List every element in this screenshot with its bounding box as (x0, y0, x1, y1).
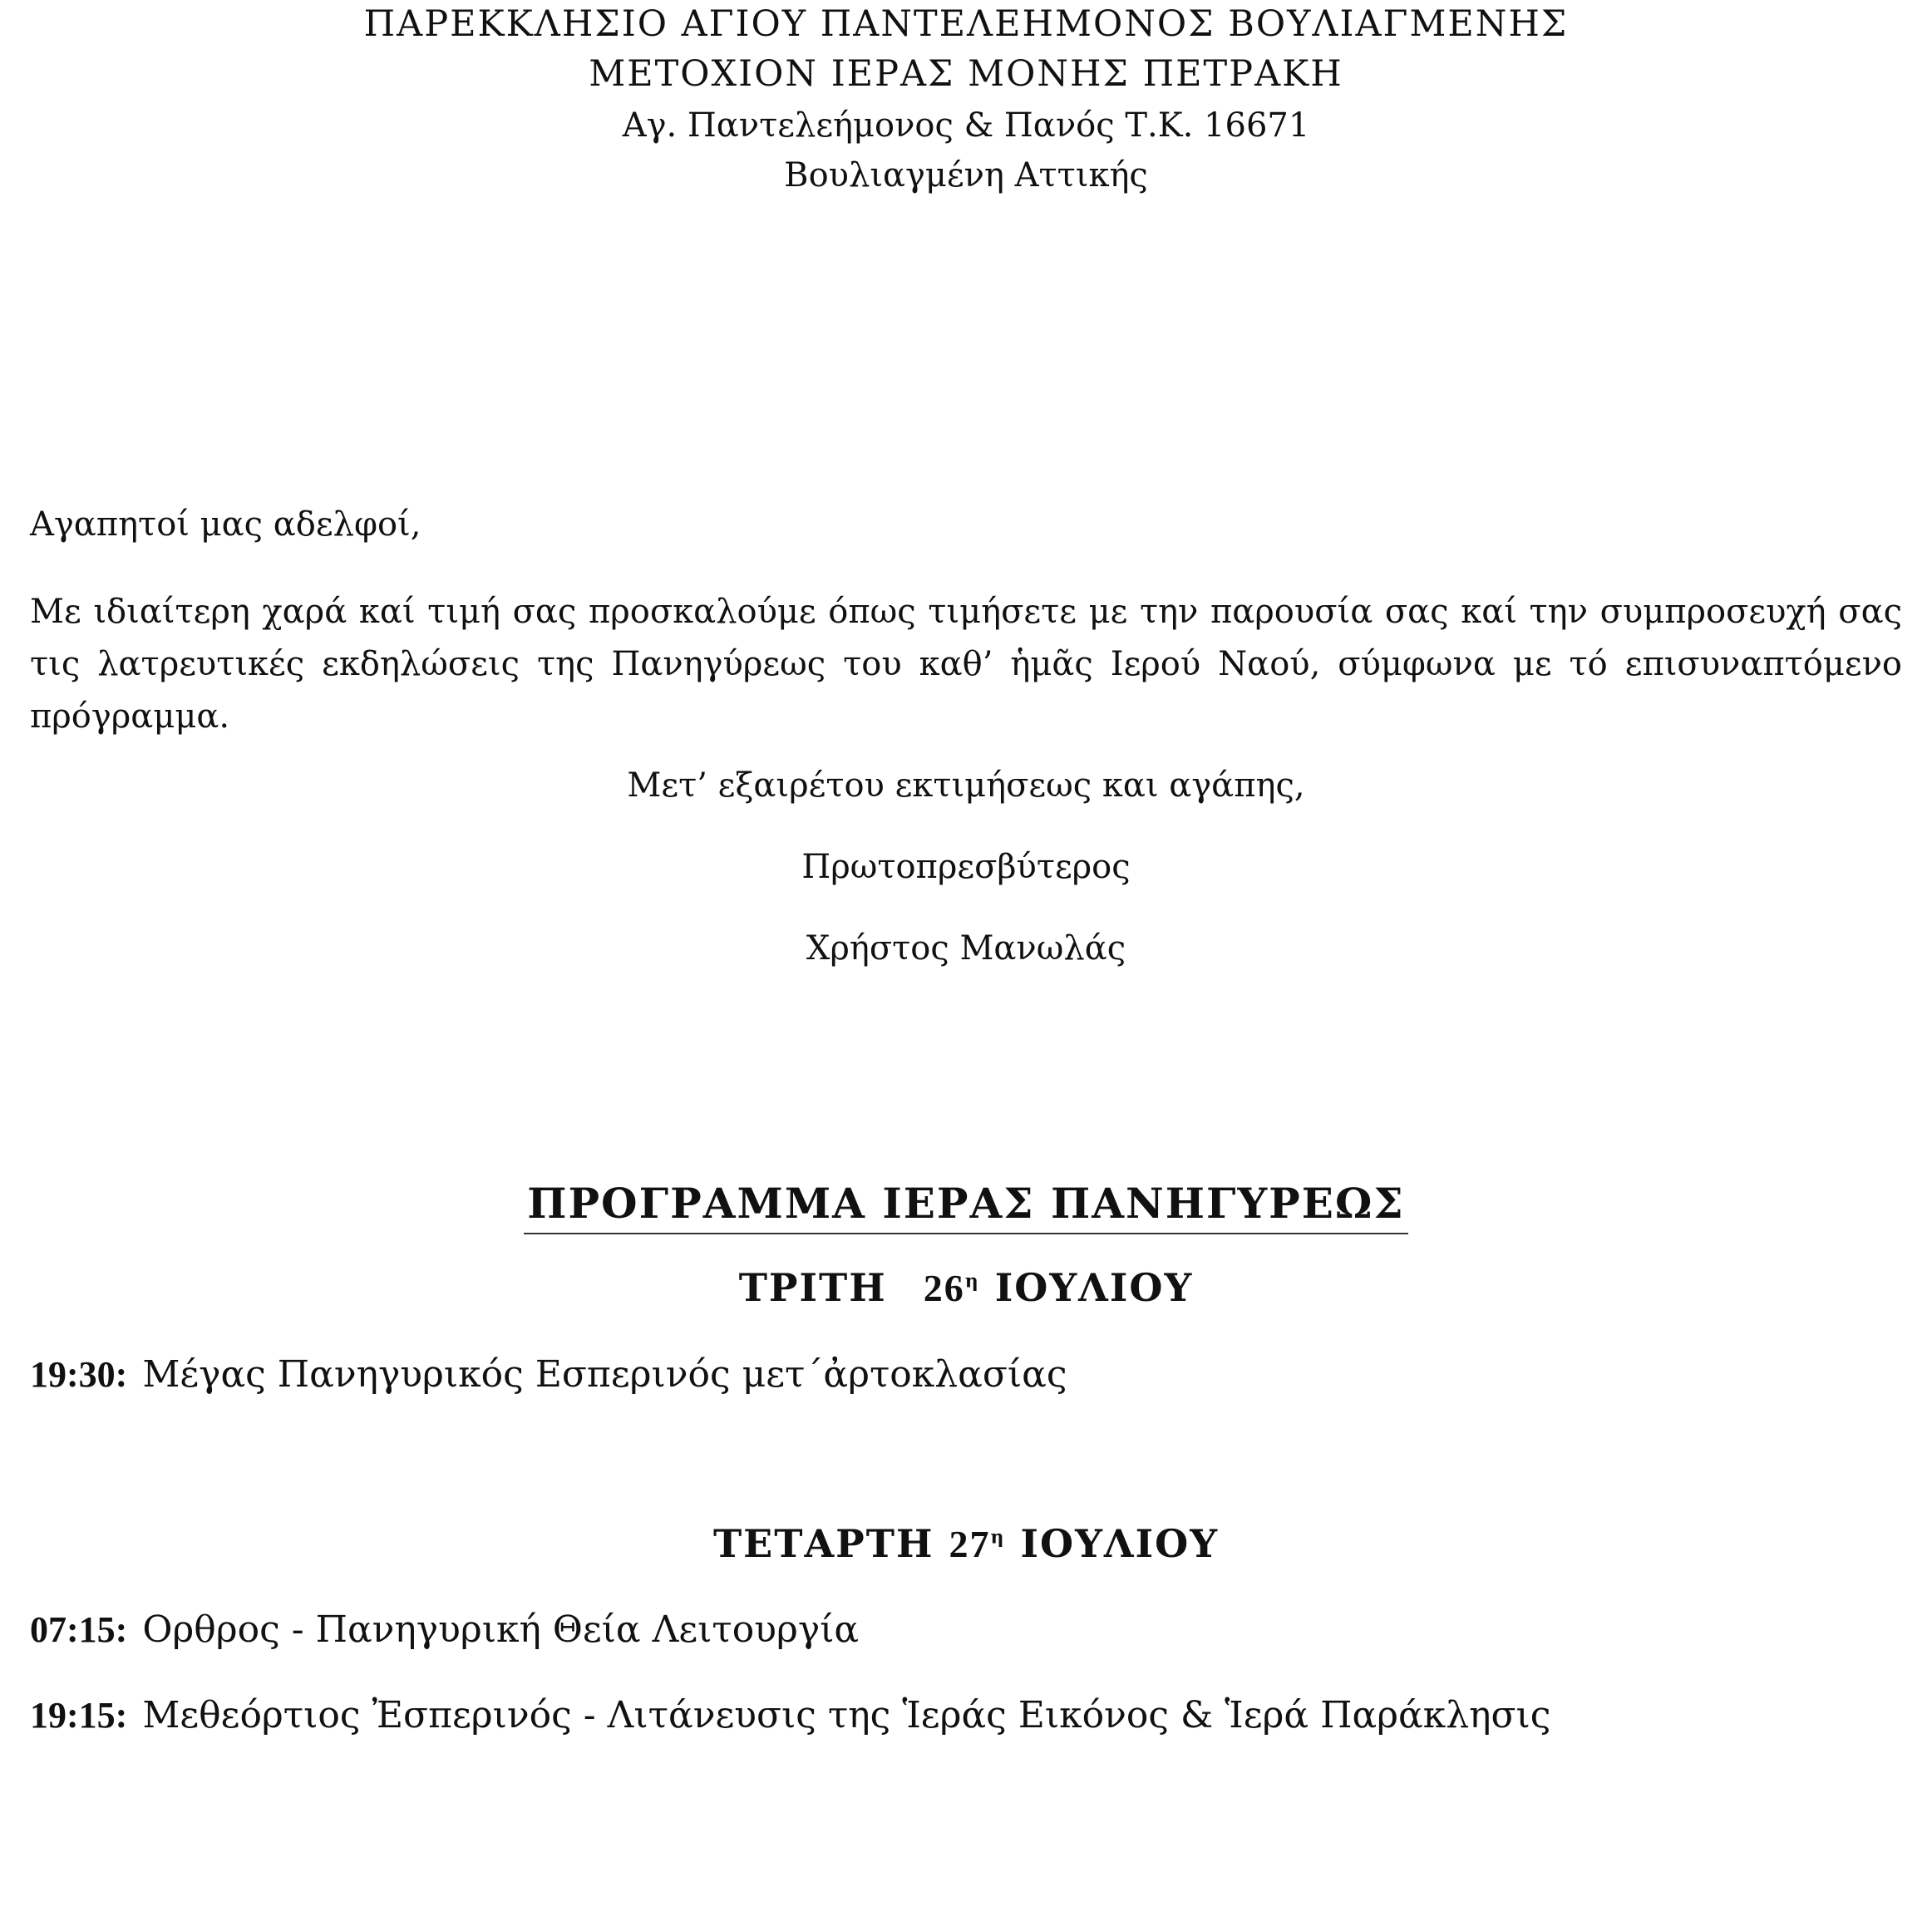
event-row (30, 1694, 1550, 1736)
event-row (30, 1608, 859, 1651)
event-row (30, 1353, 1067, 1396)
day-heading-tuesday (0, 1265, 1932, 1310)
day-month: ΙΟΥΛΙΟΥ (1020, 1521, 1220, 1566)
invitation-paragraph: Με ιδιαίτερη χαρά καί τιμή σας προσκαλούμε όπως τιμήσετε με την παρουσία σας καί την συμπροσευχή σας τις λατρευτικές εκδηλώσεις της Πανηγύρεως του καθ’ ἡμᾶς Ιερού Ναού, σύμφωνα με τό επισυναπτόμενο πρόγραμμα. (30, 593, 1902, 736)
address-line: Αγ. Παντελεήμονος & Πανός Τ.Κ. 16671 (622, 106, 1310, 145)
monastery-name: ΜΕΤΟΧΙΟΝ ΙΕΡΑΣ ΜΟΝΗΣ ΠΕΤΡΑΚΗ (589, 53, 1343, 95)
day-number: 27 (949, 1523, 991, 1565)
signer-name: Χρήστος Μανωλάς (806, 929, 1126, 968)
event-description: Ορθρος - Πανηγυρική Θεία Λειτουργία (142, 1608, 860, 1651)
salutation: Αγαπητοί μας αδελφοί, (30, 505, 421, 544)
day-month: ΙΟΥΛΙΟΥ (994, 1265, 1194, 1310)
program-title (0, 1179, 1932, 1234)
day-weekday: ΤΡΙΤΗ (738, 1265, 887, 1310)
signer-title: Πρωτοπρεσβύτερος (801, 848, 1131, 886)
chapel-name: ΠΑΡΕΚΚΛΗΣΙΟ ΑΓΙΟΥ ΠΑΝΤΕΛΕΗΜΟΝΟΣ ΒΟΥΛΙΑΓΜΕΝΗΣ (363, 3, 1569, 45)
event-time: 19:30: (30, 1354, 128, 1395)
event-time: 19:15: (30, 1695, 128, 1736)
event-description: Μέγας Πανηγυρικός Εσπερινός μετ΄ἀρτοκλασίας (142, 1353, 1067, 1396)
event-description: Μεθεόρτιος Ἐσπερινός - Λιτάνευσις της Ἱεράς Εικόνος & Ἱερά Παράκλησις (142, 1694, 1551, 1736)
locality-line: Βουλιαγμένη Αττικής (784, 156, 1148, 195)
day-suffix: η (964, 1270, 980, 1293)
day-suffix: η (990, 1526, 1006, 1549)
closing-line: Μετ’ εξαιρέτου εκτιμήσεως και αγάπης, (627, 766, 1305, 805)
day-heading-wednesday (0, 1521, 1932, 1566)
day-number: 26 (923, 1267, 965, 1309)
day-weekday: ΤΕΤΑΡΤΗ (712, 1521, 934, 1566)
event-time: 07:15: (30, 1609, 128, 1650)
program-title-text: ΠΡΟΓΡΑΜΜΑ ΙΕΡΑΣ ΠΑΝΗΓΥΡΕΩΣ (524, 1179, 1408, 1234)
